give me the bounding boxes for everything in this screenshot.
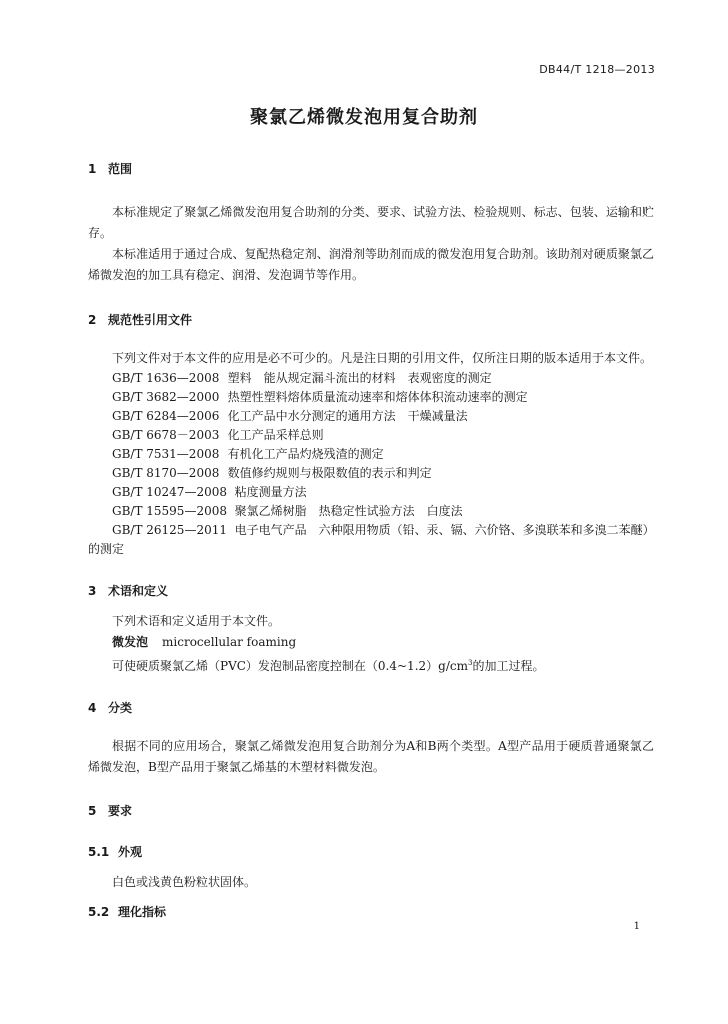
- section-heading: [88, 311, 654, 328]
- section-4: [88, 699, 654, 778]
- section-title: 理化指标: [118, 905, 167, 919]
- document-body: [88, 160, 654, 920]
- reference-item: [88, 388, 654, 407]
- reference-title: 有机化工产品灼烧残渣的测定: [227, 447, 384, 461]
- reference-title: 化工产品采样总则: [227, 428, 324, 442]
- section-number: 4: [88, 701, 97, 715]
- paragraph: 下列术语和定义适用于本文件。: [112, 614, 281, 628]
- reference-item: [88, 483, 654, 502]
- section-5-2: [88, 903, 654, 920]
- doc-title: 聚氯乙烯微发泡用复合助剂: [250, 107, 478, 128]
- section-heading: [88, 160, 654, 177]
- reference-code: GB/T 15595—2008: [112, 504, 227, 518]
- section-title: 要求: [108, 804, 133, 818]
- reference-code: GB/T 6284—2006: [112, 409, 220, 423]
- reference-item: [88, 426, 654, 445]
- section-heading: [88, 699, 654, 716]
- reference-item: [88, 407, 654, 426]
- section-title: 分类: [108, 701, 133, 715]
- section-number: 5.2: [88, 905, 110, 919]
- section-5-1: [88, 843, 654, 893]
- reference-code: GB/T 26125—2011: [112, 523, 227, 537]
- term-english: microcellular foaming: [162, 635, 297, 649]
- paragraph: 本标准规定了聚氯乙烯微发泡用复合助剂的分类、要求、试验方法、检验规则、标志、包装、运输和贮存。: [88, 205, 654, 240]
- reference-title: 塑料 能从规定漏斗流出的材料 表观密度的测定: [227, 371, 492, 385]
- section-heading: [88, 802, 654, 819]
- term-chinese: 微发泡: [112, 635, 149, 649]
- reference-code: GB/T 3682—2000: [112, 390, 220, 404]
- term-definition: [88, 653, 654, 677]
- reference-item: [88, 464, 654, 483]
- section-5: [88, 802, 654, 819]
- reference-code: GB/T 7531—2008: [112, 447, 220, 461]
- reference-item: [88, 369, 654, 388]
- paragraph: 白色或浅黄色粉粒状固体。: [112, 875, 257, 889]
- term-entry: [88, 632, 654, 653]
- reference-title: 电子电气产品 六种限用物质（铅、汞、镉、六价铬、多溴联苯和多溴二苯醚）: [234, 523, 655, 537]
- paragraph: 本标准适用于通过合成、复配热稳定剂、润滑剂等助剂而成的微发泡用复合助剂。该助剂对硬质聚氯乙烯微发泡的加工具有稳定、润滑、发泡调节等作用。: [88, 247, 654, 282]
- doc-code: DB44/T 1218—2013: [539, 63, 655, 76]
- section-heading: [88, 582, 654, 599]
- section-title: 术语和定义: [108, 584, 169, 598]
- reference-code: GB/T 1636—2008: [112, 371, 220, 385]
- reference-title: 数值修约规则与极限数值的表示和判定: [227, 466, 432, 480]
- paragraph: 根据不同的应用场合，聚氯乙烯微发泡用复合助剂分为A和B两个类型。A型产品用于硬质普通聚氯乙烯微发泡，B型产品用于聚氯乙烯基的木塑材料微发泡。: [88, 739, 654, 774]
- section-heading: [88, 903, 654, 920]
- paragraph: 下列文件对于本文件的应用是必不可少的。凡是注日期的引用文件，仅所注日期的版本适用于本文件。: [112, 351, 653, 365]
- section-number: 5.1: [88, 845, 110, 859]
- section-title: 外观: [118, 845, 143, 859]
- reference-item: [88, 445, 654, 464]
- definition-text: 可使硬质聚氯乙烯（PVC）发泡制品密度控制在（0.4~1.2）g/cm: [112, 659, 468, 673]
- reference-title: 聚氯乙烯树脂 热稳定性试验方法 白度法: [234, 504, 463, 518]
- reference-item: [88, 502, 654, 521]
- section-number: 3: [88, 584, 97, 598]
- section-number: 5: [88, 804, 97, 818]
- reference-code: GB/T 10247—2008: [112, 485, 227, 499]
- superscript: 3: [467, 659, 473, 667]
- reference-title: 热塑性塑料熔体质量流动速率和熔体体积流动速率的测定: [227, 390, 528, 404]
- section-2: [88, 311, 654, 559]
- section-title: 范围: [108, 162, 133, 176]
- reference-item: [88, 521, 654, 540]
- section-3: [88, 582, 654, 677]
- reference-list: [88, 369, 654, 540]
- page-number: 1: [633, 921, 640, 932]
- section-number: 1: [88, 162, 97, 176]
- definition-text-end: 的加工过程。: [472, 659, 545, 673]
- reference-code: GB/T 8170—2008: [112, 466, 220, 480]
- section-number: 2: [88, 313, 97, 327]
- reference-continuation: 的测定: [88, 542, 125, 556]
- reference-title: 粘度测量方法: [234, 485, 307, 499]
- section-heading: [88, 843, 654, 860]
- section-title: 规范性引用文件: [108, 313, 193, 327]
- reference-code: GB/T 6678－2003: [112, 428, 220, 442]
- section-1: [88, 160, 654, 286]
- reference-title: 化工产品中水分测定的通用方法 干燥减量法: [227, 409, 468, 423]
